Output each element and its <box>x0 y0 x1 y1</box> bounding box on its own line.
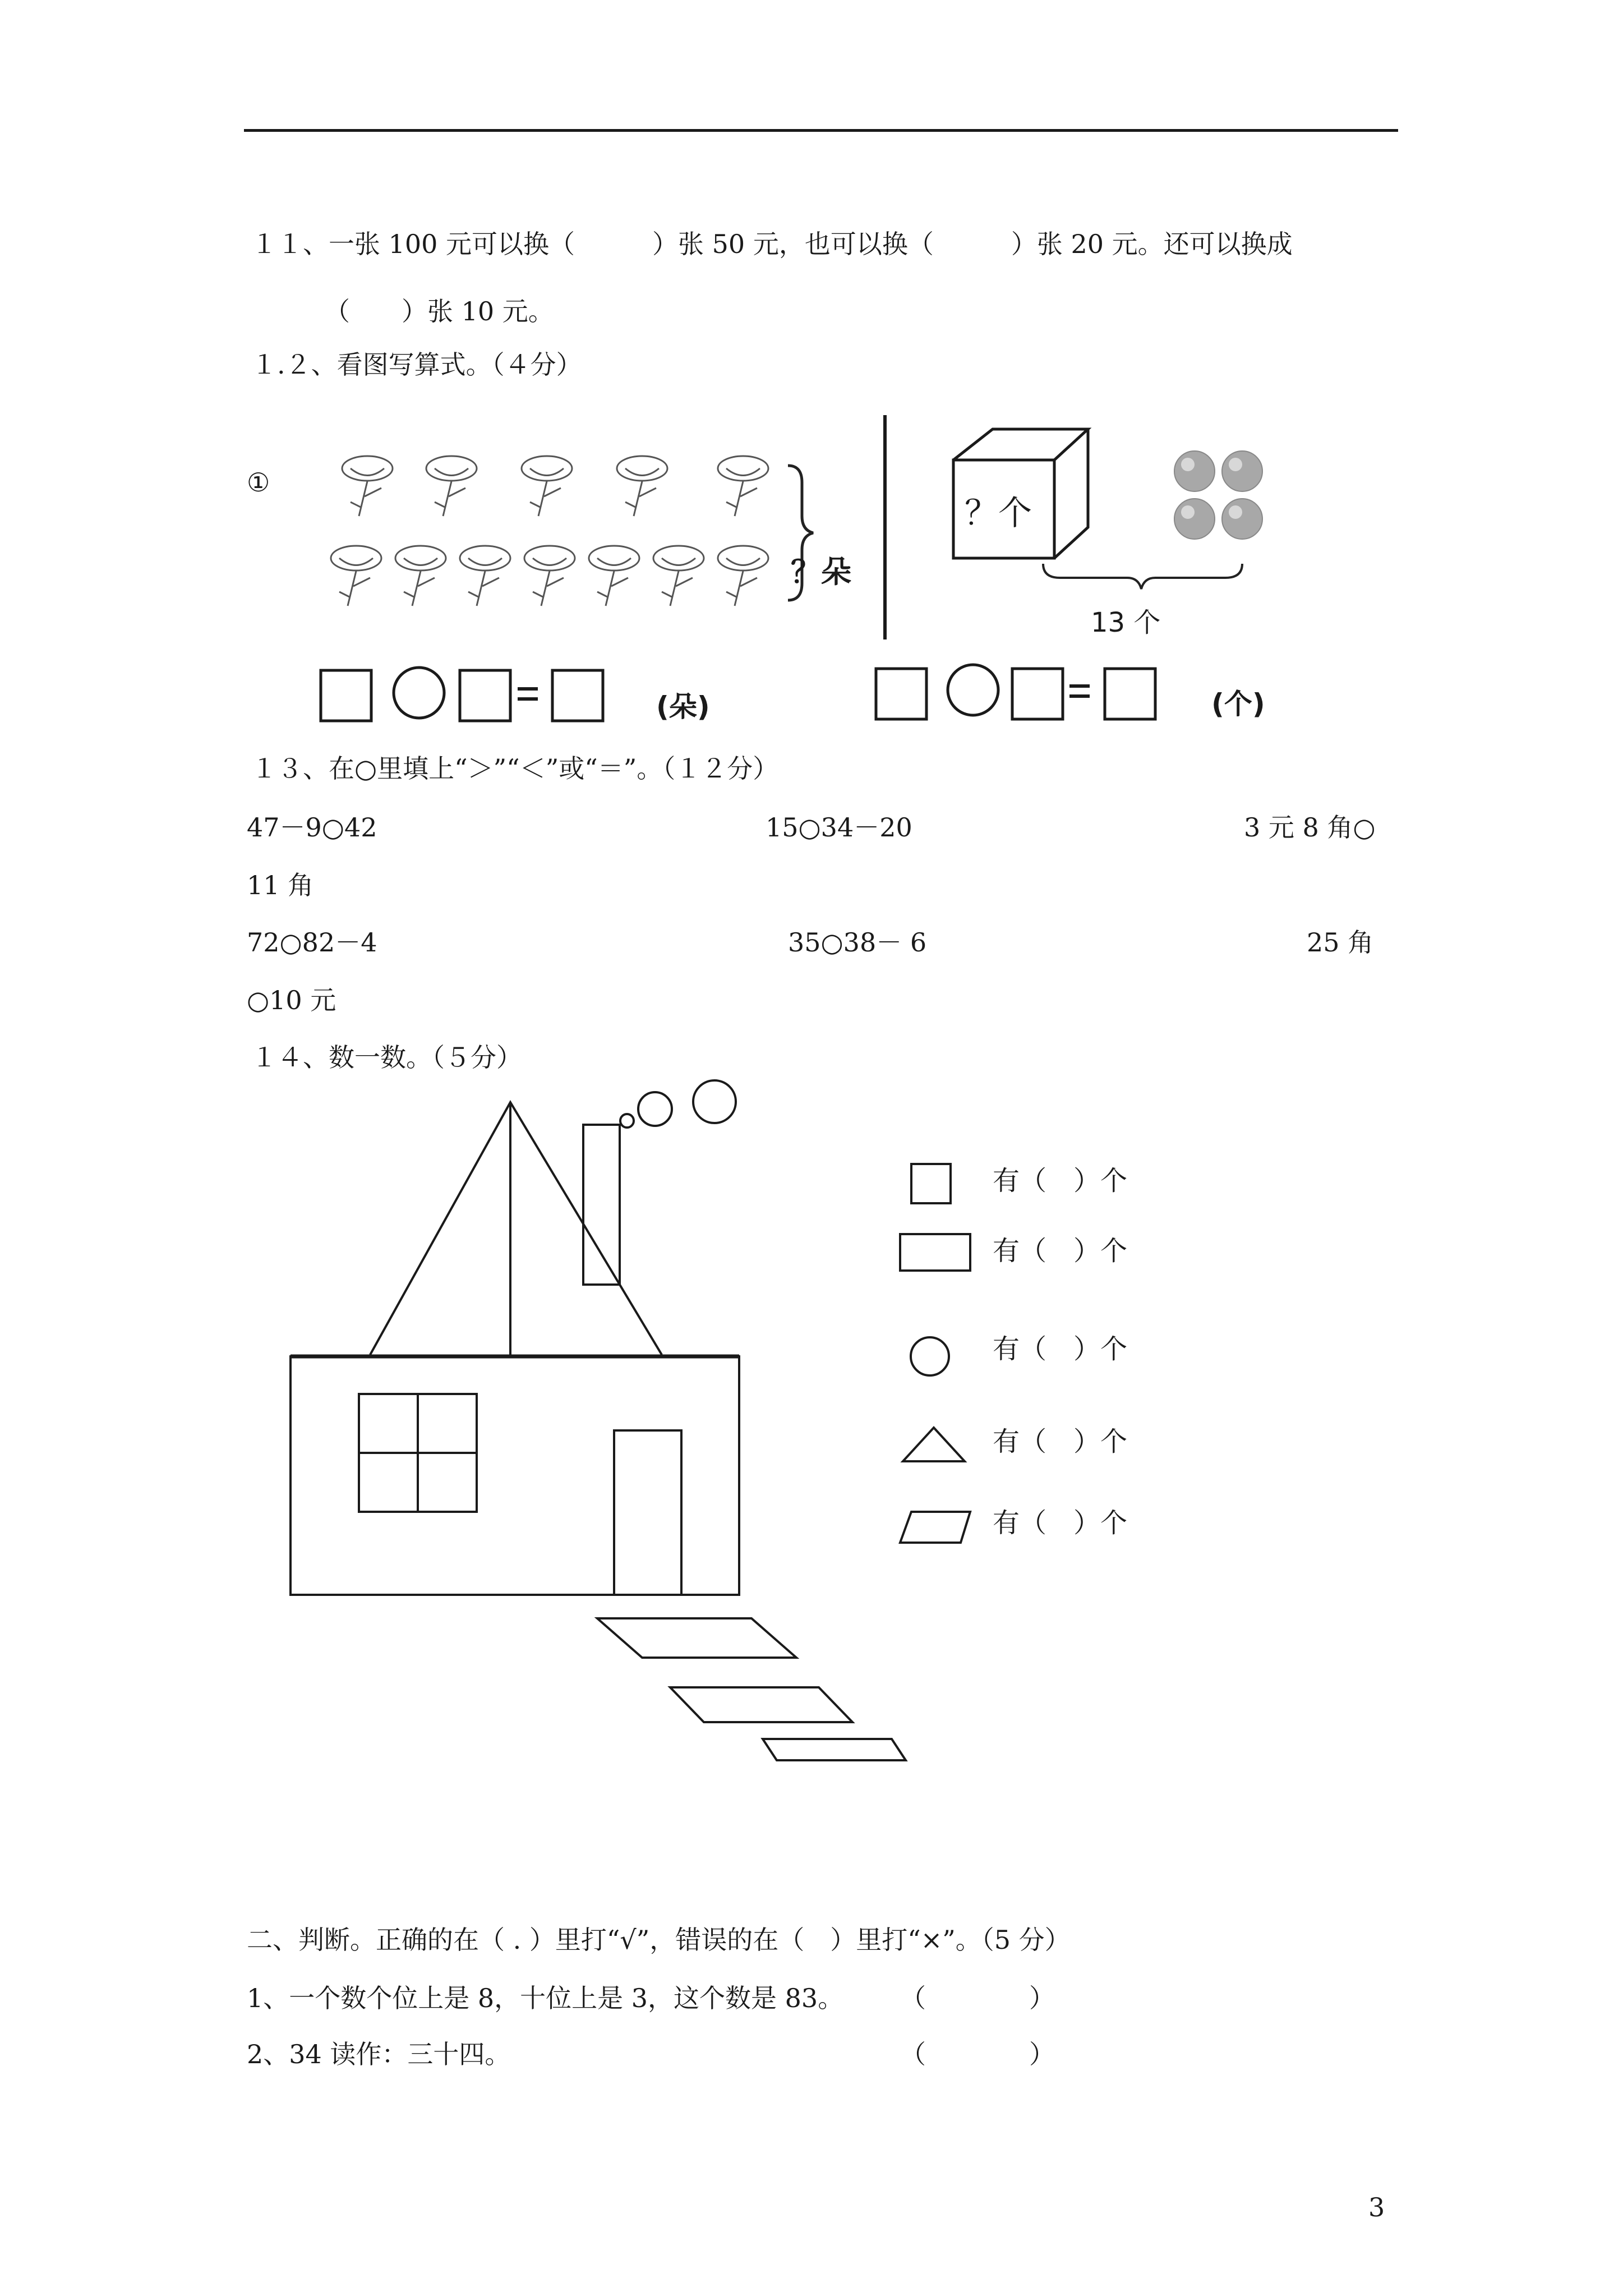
q13-title: １３、在○里填上“＞”“＜”或“＝”。（１２分） <box>251 753 779 784</box>
roof-triangle <box>370 1102 662 1355</box>
q13-item: 47－9○42 <box>247 812 377 843</box>
operator-circle <box>948 665 998 715</box>
page-number: 3 <box>1368 2192 1385 2223</box>
right-unit: (个) <box>1211 688 1265 720</box>
q12-marker: ① <box>247 467 270 498</box>
q13-item: 15○34－20 <box>766 812 912 843</box>
answer-box <box>1012 669 1063 719</box>
q11-line2: （ ）张 10 元。 <box>324 296 554 326</box>
judge-item: 2、34 读作：三十四。 <box>247 2039 511 2069</box>
balls-icon <box>1174 451 1262 539</box>
q13-item: 25 角 <box>1307 927 1374 958</box>
answer-box <box>460 670 510 721</box>
operator-circle <box>394 668 444 718</box>
rectangle-icon <box>900 1234 970 1271</box>
flowers-question: ？朵 <box>791 554 851 590</box>
q13-item: 11 角 <box>247 870 314 900</box>
equation-left <box>317 662 614 729</box>
circle-icon <box>911 1337 949 1375</box>
step-parallelogram <box>597 1618 796 1658</box>
rectangle-count: 有（ ）个 <box>993 1235 1128 1267</box>
step-parallelogram <box>763 1739 906 1760</box>
divider-line <box>883 415 889 639</box>
answer-box <box>552 670 603 721</box>
smoke-circle <box>638 1092 672 1126</box>
chimney <box>583 1125 620 1285</box>
q14-title: １４、数一数。（５分） <box>251 1042 522 1073</box>
cube-total: 13 个 <box>1091 607 1161 638</box>
answer-box <box>1105 669 1155 719</box>
parallelogram-icon <box>900 1512 970 1543</box>
equation-right <box>872 662 1169 729</box>
door <box>614 1430 681 1595</box>
q13-item: 72○82－4 <box>247 927 377 958</box>
judge-answer-paren[interactable]: （ ） <box>900 1983 1055 2013</box>
house-figure <box>280 1077 925 1773</box>
left-unit: (朵) <box>656 691 710 723</box>
flower-row-bottom <box>331 546 768 606</box>
q12-title: １.２、看图写算式。（４分） <box>251 349 582 380</box>
q11-line1: １１、一张 100 元可以换（ ）张 50 元，也可以换（ ）张 20 元。还可以换成 <box>251 229 1293 259</box>
section2-title: 二、判断。正确的在（ . ）里打“√”，错误的在（ ）里打“×”。（5 分） <box>247 1925 1071 1955</box>
q13-item: 35○38－ 6 <box>788 927 927 958</box>
judge-item: 1、一个数个位上是 8，十位上是 3，这个数是 83。 <box>247 1983 844 2013</box>
smoke-circle <box>693 1080 736 1123</box>
parallelogram-count: 有（ ）个 <box>993 1507 1128 1539</box>
square-count: 有（ ）个 <box>993 1165 1128 1197</box>
flowers-figure <box>314 443 819 628</box>
cube-question: ？个 <box>965 494 1032 533</box>
flower-row-top <box>342 456 768 516</box>
q13-item: 3 元 8 角○ <box>1244 812 1376 843</box>
judge-answer-paren[interactable]: （ ） <box>900 2039 1055 2069</box>
q13-item: ○10 元 <box>247 985 336 1015</box>
header-rule <box>244 129 1398 132</box>
triangle-icon <box>903 1428 965 1461</box>
square-icon <box>911 1164 951 1203</box>
step-parallelogram <box>670 1687 852 1722</box>
shape-legend <box>889 1150 1001 1610</box>
answer-box <box>876 669 926 719</box>
triangle-count: 有（ ）个 <box>993 1426 1128 1457</box>
circle-count: 有（ ）个 <box>993 1333 1128 1365</box>
answer-box <box>321 670 371 721</box>
cube-brace <box>1043 564 1242 589</box>
equals-sign <box>1069 684 1090 688</box>
equals-sign <box>518 687 538 691</box>
smoke-circle <box>620 1114 634 1128</box>
